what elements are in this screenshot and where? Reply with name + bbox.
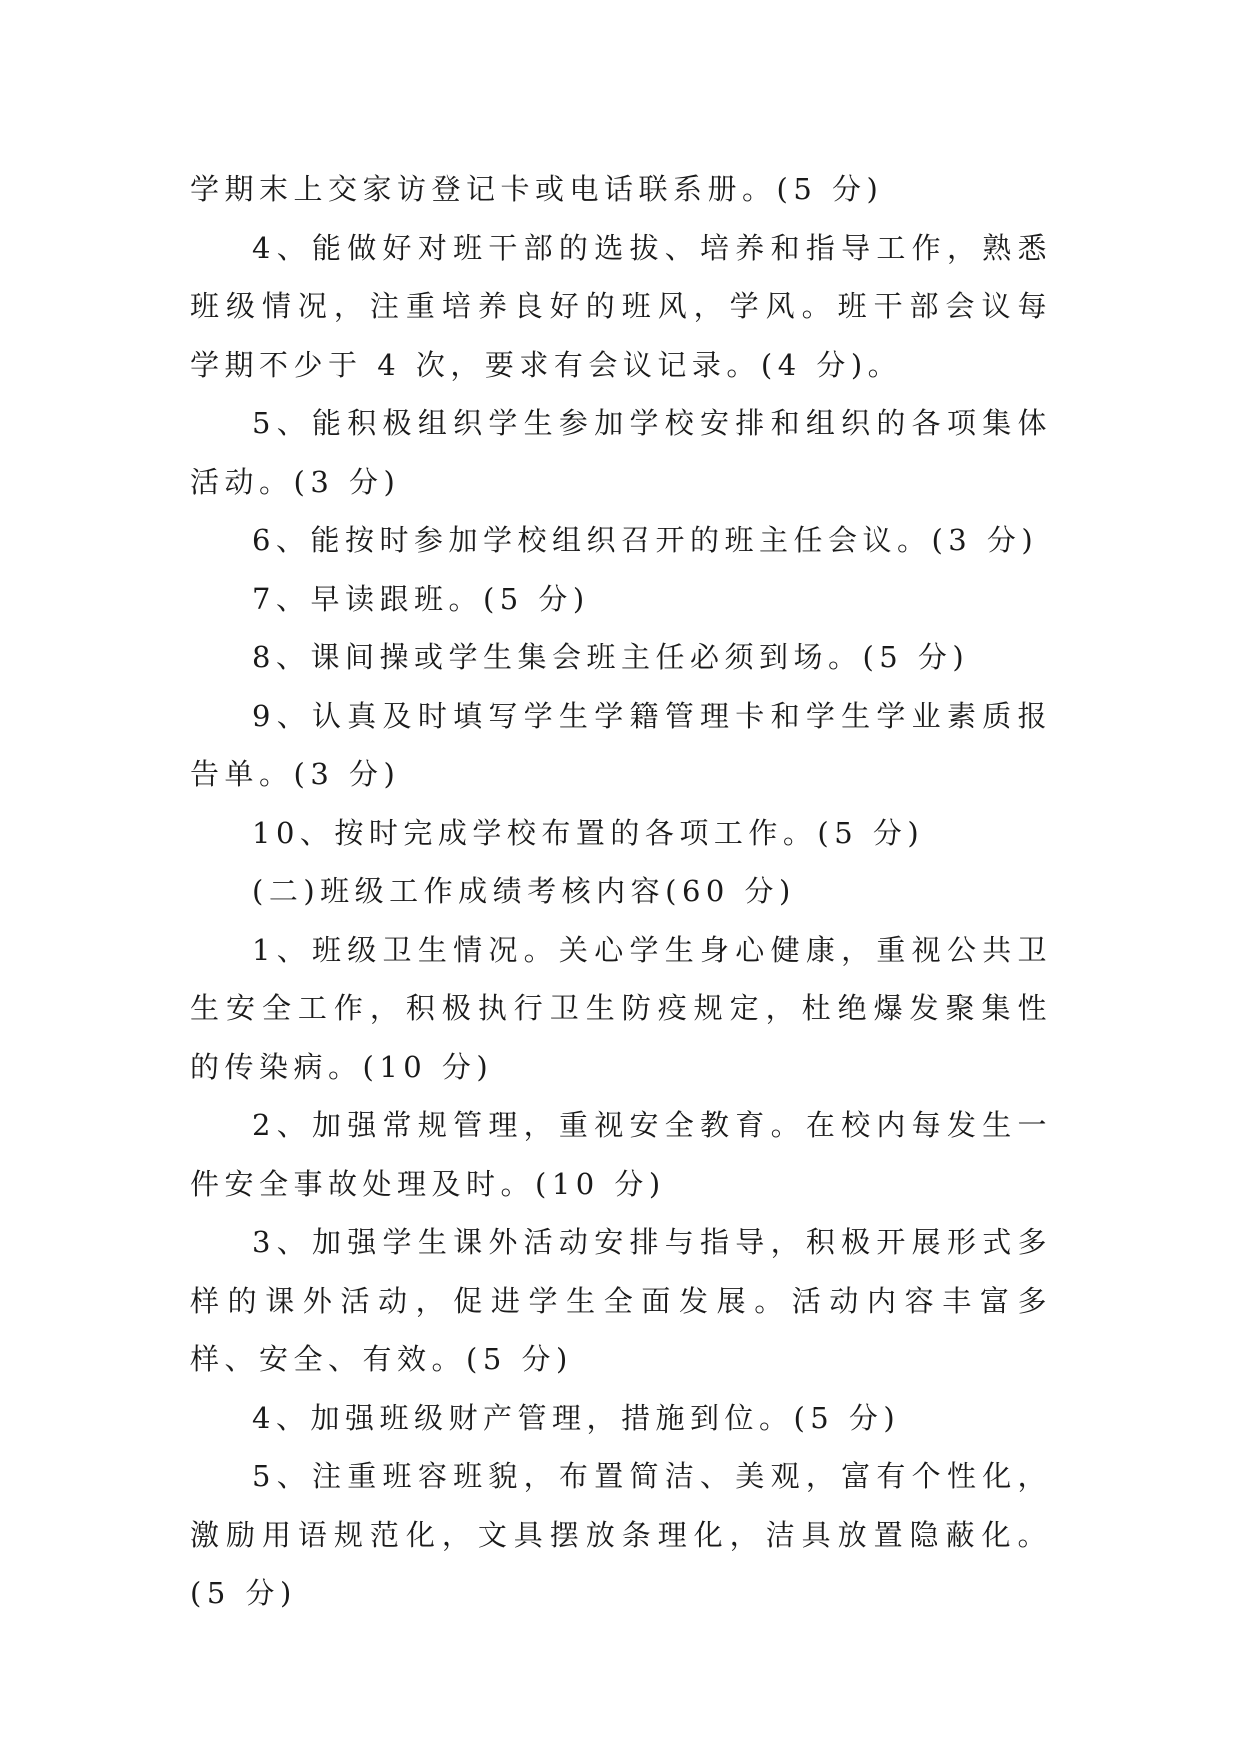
paragraph-section2-item-3: 3、加强学生课外活动安排与指导，积极开展形式多样的课外活动，促进学生全面发展。活动内容丰富多样、安全、有效。(5 分) (190, 1225, 1052, 1376)
paragraph-item-9: 9、认真及时填写学生学籍管理卡和学生学业素质报告单。(3 分) (190, 698, 1052, 791)
document-body (190, 160, 1052, 1623)
paragraph-item-7: 7、早读跟班。(5 分) (252, 581, 590, 616)
paragraph-section2-item-2: 2、加强常规管理，重视安全教育。在校内每发生一件安全事故处理及时。(10 分) (190, 1108, 1052, 1201)
paragraph-section2-item-5: 5、注重班容班貌，布置简洁、美观，富有个性化，激励用语规范化，文具摆放条理化，洁具放置隐蔽化。(5 分) (190, 1459, 1052, 1610)
paragraph-section2-item-1: 1、班级卫生情况。关心学生身心健康，重视公共卫生安全工作，积极执行卫生防疫规定，杜绝爆发聚集性的传染病。(10 分) (190, 932, 1052, 1084)
paragraph-item-4: 4、能做好对班干部的选拔、培养和指导工作，熟悉班级情况，注重培养良好的班风，学风。班干部会议每学期不少于 4 次，要求有会议记录。(4 分)。 (190, 230, 1052, 382)
paragraph-item-6: 6、能按时参加学校组织召开的班主任会议。(3 分) (252, 523, 1039, 557)
paragraph-item-10: 10、按时完成学校布置的各项工作。(5 分) (252, 815, 925, 850)
section-heading: (二)班级工作成绩考核内容(60 分) (252, 874, 796, 908)
paragraph-continuation: 学期末上交家访登记卡或电话联系册。(5 分) (190, 172, 884, 206)
paragraph-item-8: 8、课间操或学生集会班主任必须到场。(5 分) (252, 640, 970, 674)
paragraph-section2-item-4: 4、加强班级财产管理，措施到位。(5 分) (252, 1400, 901, 1435)
paragraph-item-5: 5、能积极组织学生参加学校安排和组织的各项集体活动。(3 分) (190, 406, 1052, 499)
